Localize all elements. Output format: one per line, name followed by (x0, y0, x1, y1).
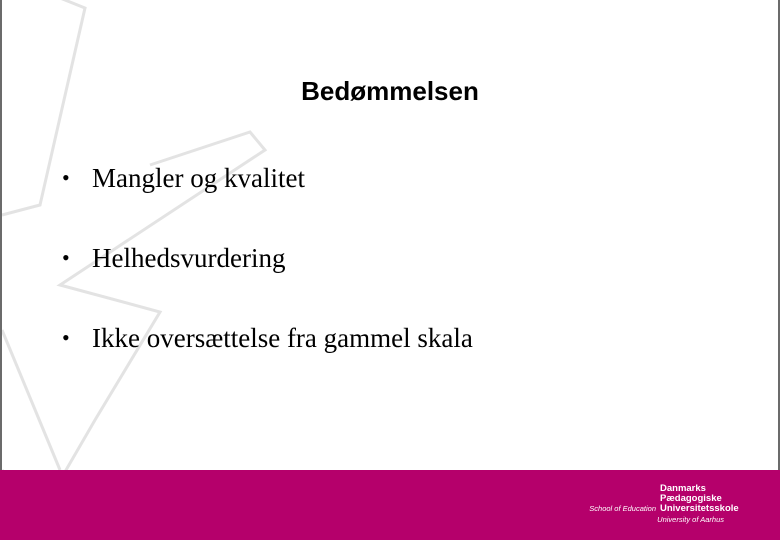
bullet-text: Ikke oversættelse fra gammel skala (92, 323, 473, 353)
bullet-dot: • (62, 325, 70, 350)
left-border (0, 0, 2, 470)
bullet-text: Mangler og kvalitet (92, 163, 305, 193)
logo-university: University of Aarhus (657, 515, 724, 524)
logo-name (660, 484, 738, 514)
bullet-text: Helhedsvurdering (92, 243, 286, 273)
bullet-dot: • (62, 165, 70, 190)
university-logo (578, 484, 738, 528)
slide-title: Bedømmelsen (301, 76, 479, 106)
logo-line-1: Danmarks (660, 483, 706, 494)
bullet-dot: • (62, 245, 70, 270)
footer-bar (0, 470, 780, 540)
logo-line-3: Universitetsskole (660, 503, 739, 514)
logo-school: School of Education (589, 504, 656, 513)
logo-line-2: Pædagogiske (660, 493, 722, 504)
